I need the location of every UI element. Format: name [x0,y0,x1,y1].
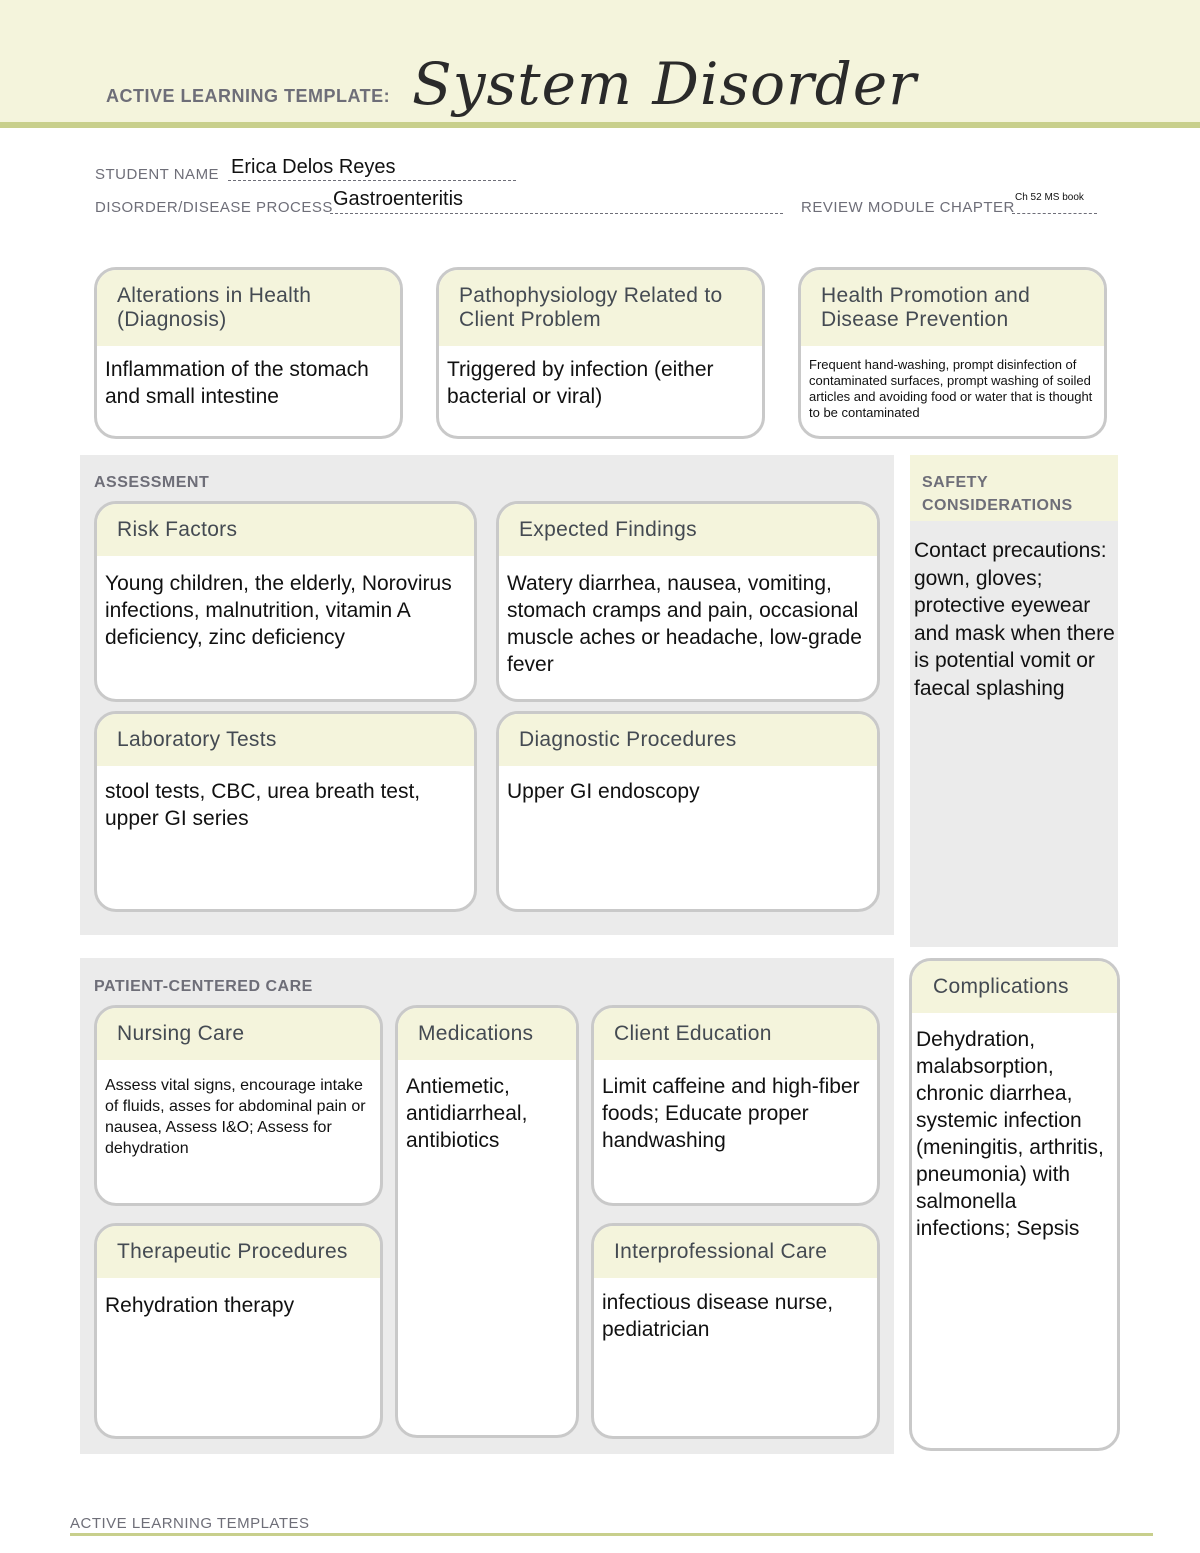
diagnostic-procedures-card [496,711,880,912]
health-promotion-body[interactable]: Frequent hand-washing, prompt disinfection of contaminated surfaces, prompt washing of soiled articles and avoiding food or water that is thought to be contaminated [809,357,1093,420]
therapeutic-procedures-body[interactable]: Rehydration therapy [105,1294,295,1317]
laboratory-tests-body[interactable]: stool tests, CBC, urea breath test, upper GI series [105,780,421,830]
safety-title: SAFETY CONSIDERATIONS [922,474,1073,514]
diagnostic-procedures-body[interactable]: Upper GI endoscopy [507,780,700,803]
header-rule [0,122,1200,128]
therapeutic-procedures-card [94,1223,383,1439]
nursing-care-title: Nursing Care [97,1008,380,1060]
template-label: ACTIVE LEARNING TEMPLATE: [106,86,391,106]
disorder-label: DISORDER/DISEASE PROCESS [95,199,333,216]
alterations-body[interactable]: Inflammation of the stomach and small intestine [105,358,369,408]
assessment-title: ASSESSMENT [94,474,210,491]
pathophysiology-title: Pathophysiology Related to Client Problem [439,270,762,346]
medications-card [395,1005,579,1438]
laboratory-tests-card [94,711,477,912]
footer-text: ACTIVE LEARNING TEMPLATES [70,1515,310,1532]
student-name-line [228,179,516,181]
review-module-field[interactable]: Ch 52 MS book [1015,192,1084,203]
alterations-title: Alterations in Health (Diagnosis) [97,270,400,346]
student-name-label: STUDENT NAME [95,166,220,183]
pathophysiology-body[interactable]: Triggered by infection (either bacterial or viral) [447,358,714,408]
footer-rule [70,1533,1153,1536]
health-promotion-title: Health Promotion and Disease Prevention [801,270,1104,346]
risk-factors-body[interactable]: Young children, the elderly, Norovirus infections, malnutrition, vitamin A deficiency, zinc deficiency [105,572,452,649]
diagnostic-procedures-title: Diagnostic Procedures [499,714,877,766]
client-education-body[interactable]: Limit caffeine and high-fiber foods; Educate proper handwashing [602,1075,860,1152]
review-module-label: REVIEW MODULE CHAPTER [801,199,1015,216]
health-promotion-card [798,267,1107,439]
patient-centered-care-title: PATIENT-CENTERED CARE [94,978,313,995]
client-education-card [591,1005,880,1206]
disorder-field[interactable]: Gastroenteritis [333,188,464,210]
therapeutic-procedures-title: Therapeutic Procedures [97,1226,380,1278]
complications-body[interactable]: Dehydration, malabsorption, chronic diarrhea, systemic infection (meningitis, arthritis, pneumonia) with salmonella infections; Sepsis [916,1028,1104,1240]
client-education-title: Client Education [594,1008,877,1060]
expected-findings-title: Expected Findings [499,504,877,556]
pathophysiology-card [436,267,765,439]
nursing-care-card [94,1005,383,1206]
alterations-card [94,267,403,439]
interprofessional-care-title: Interprofessional Care [594,1226,877,1278]
interprofessional-care-card [591,1223,880,1439]
safety-body[interactable]: Contact precautions: gown, gloves; protective eyewear and mask when there is potential vomit or faecal splashing [914,539,1115,700]
review-module-line [1012,212,1097,214]
risk-factors-card [94,501,477,702]
expected-findings-body[interactable]: Watery diarrhea, nausea, vomiting, stomach cramps and pain, occasional muscle aches or headache, low-grade fever [507,572,862,676]
complications-title: Complications [912,961,1117,1013]
medications-body[interactable]: Antiemetic, antidiarrheal, antibiotics [406,1075,528,1152]
nursing-care-body[interactable]: Assess vital signs, encourage intake of fluids, asses for abdominal pain or nausea, Assess I&O; Assess for dehydration [105,1077,366,1157]
template-title: System Disorder [412,50,917,118]
disorder-line [330,212,783,214]
expected-findings-card [496,501,880,702]
student-name-field[interactable]: Erica Delos Reyes [231,156,396,178]
interprofessional-care-body[interactable]: infectious disease nurse, pediatrician [602,1291,834,1341]
laboratory-tests-title: Laboratory Tests [97,714,474,766]
complications-card [909,958,1120,1451]
medications-title: Medications [398,1008,576,1060]
risk-factors-title: Risk Factors [97,504,474,556]
